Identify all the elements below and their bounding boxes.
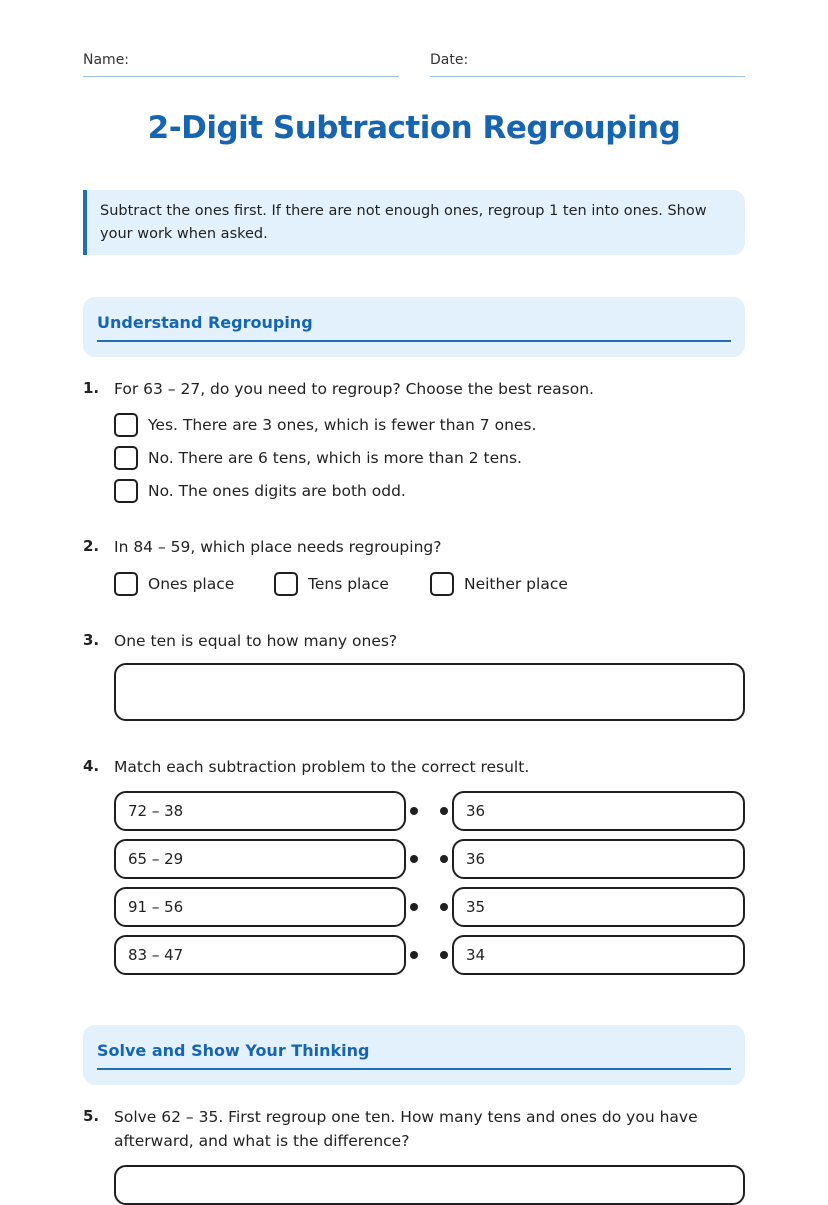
- q2-option-neither[interactable]: [430, 571, 568, 597]
- name-field[interactable]: [83, 52, 399, 77]
- question-text: One ten is equal to how many ones?: [114, 632, 398, 650]
- question-number: 1.: [83, 379, 100, 397]
- option-label: Neither place: [464, 575, 568, 593]
- q1-option-1[interactable]: [114, 412, 536, 438]
- q1-option-2[interactable]: [114, 445, 522, 471]
- question-text: For 63 – 27, do you need to regroup? Choose the best reason.: [114, 380, 594, 398]
- match-dot-left[interactable]: [410, 855, 418, 863]
- checkbox[interactable]: [114, 572, 138, 596]
- match-result: 36: [452, 839, 745, 879]
- option-label: Tens place: [308, 575, 389, 593]
- match-problem: 83 – 47: [114, 935, 406, 975]
- section-title: Understand Regrouping: [97, 313, 313, 332]
- match-dot-right[interactable]: [440, 951, 448, 959]
- match-problem: 65 – 29: [114, 839, 406, 879]
- option-label: Ones place: [148, 575, 235, 593]
- name-label: Name:: [83, 52, 130, 68]
- q3-answer-box[interactable]: [114, 663, 745, 721]
- q5-answer-box[interactable]: [114, 1165, 745, 1205]
- q1-option-3[interactable]: [114, 478, 406, 504]
- match-dot-right[interactable]: [440, 855, 448, 863]
- worksheet-title: 2-Digit Subtraction Regrouping: [147, 110, 681, 146]
- match-result: 34: [452, 935, 745, 975]
- checkbox[interactable]: [114, 446, 138, 470]
- option-label: Yes. There are 3 ones, which is fewer than 7 ones.: [148, 416, 537, 434]
- match-dot-left[interactable]: [410, 951, 418, 959]
- date-label: Date:: [430, 52, 469, 68]
- checkbox[interactable]: [274, 572, 298, 596]
- checkbox[interactable]: [114, 413, 138, 437]
- instructions-box: Subtract the ones first. If there are not enough ones, regroup 1 ten into ones. Show your work when asked.: [83, 190, 745, 255]
- match-result: 36: [452, 791, 745, 831]
- question-text: In 84 – 59, which place needs regrouping?: [114, 538, 442, 556]
- q2-option-tens[interactable]: [274, 571, 389, 597]
- section-title: Solve and Show Your Thinking: [97, 1041, 370, 1060]
- match-dot-left[interactable]: [410, 807, 418, 815]
- section-header-solve-and-show: [83, 1025, 745, 1085]
- match-problem: 91 – 56: [114, 887, 406, 927]
- question-number: 4.: [83, 757, 100, 775]
- match-problem: 72 – 38: [114, 791, 406, 831]
- checkbox[interactable]: [114, 479, 138, 503]
- question-number: 5.: [83, 1107, 100, 1125]
- section-divider: [97, 1068, 731, 1070]
- match-result: 35: [452, 887, 745, 927]
- match-dot-right[interactable]: [440, 807, 448, 815]
- question-text: Match each subtraction problem to the correct result.: [114, 758, 530, 776]
- date-field[interactable]: [430, 52, 745, 77]
- question-number: 3.: [83, 631, 100, 649]
- section-divider: [97, 340, 731, 342]
- q2-option-ones[interactable]: [114, 571, 234, 597]
- option-label: No. There are 6 tens, which is more than 2 tens.: [148, 449, 522, 467]
- section-header-understand-regrouping: [83, 297, 745, 357]
- match-dot-left[interactable]: [410, 903, 418, 911]
- question-text: Solve 62 – 35. First regroup one ten. How many tens and ones do you have afterward, and what is the difference?: [114, 1108, 698, 1150]
- checkbox[interactable]: [430, 572, 454, 596]
- match-dot-right[interactable]: [440, 903, 448, 911]
- option-label: No. The ones digits are both odd.: [148, 482, 406, 500]
- question-number: 2.: [83, 537, 100, 555]
